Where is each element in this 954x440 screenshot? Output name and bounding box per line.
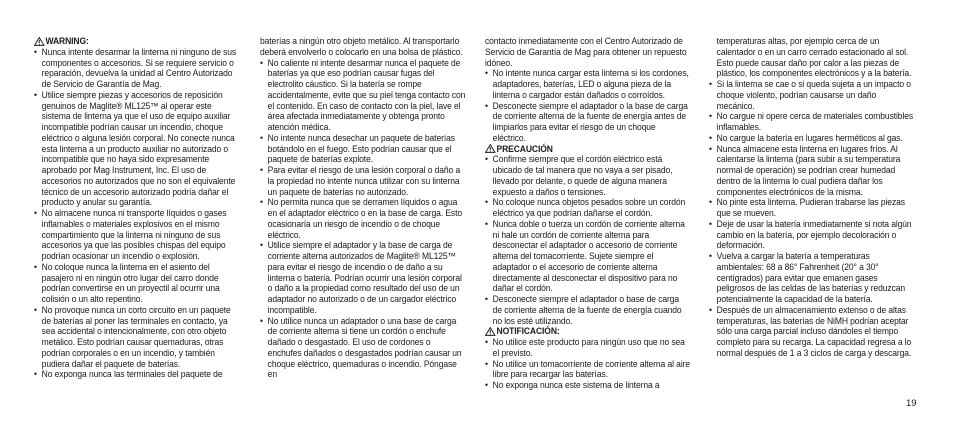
column-2 [260, 36, 465, 380]
list-item: • Utilice siempre piezas y accesorios de reposición genuinos de Maglite® ML125™ al operar este sistema de linterna ya que el uso de equipo auxiliar incompatible podrían causar un incendio, choque eléctrico o alguna lesión corporal. No conecte nunca esta linterna a un producto auxiliar no autorizado o incompatible que no haya sido expresamente aprobado por Mag Instrument, Inc. El uso de accesorios no autorizados que no son el equivalente técnico de un accesorio autorizado podría dañar el producto y anular su garantía. [34, 90, 239, 208]
caution-list [485, 154, 690, 326]
continuation-text: temperaturas altas, por ejemplo cerca de un calentador o en un carro cerrado estacionado al sol. Esto puede causar daño por calor a las piezas de plástico, los componentes electrónicos y a la batería. [716, 36, 912, 79]
list-item: • Nunca doble o tuerza un cordón de corriente alterna ni hale un cordón de corriente alterna para desconectar el adaptador o accesorio de corriente alterna del tomacorriente. Sujete siempre el adaptador o el accesorio de corriente alterna directamente al desconectar el dispositivo para no dañar el cordón. [485, 219, 690, 294]
warning-triangle-icon [485, 144, 496, 153]
column-4 [709, 36, 914, 359]
warning-list [34, 47, 239, 380]
warning-triangle-icon [34, 37, 45, 46]
notice-list-continued [709, 79, 914, 359]
list-item: • No intente nunca desechar un paquete de baterías botándolo en el fuego. Esto podrían causar que el paquete de baterías explote. [260, 133, 465, 165]
list-item: • No exponga nunca este sistema de linterna a [485, 380, 690, 391]
list-item: • No caliente ni intente desarmar nunca el paquete de baterías ya que eso podrían causar fugas del electrolito cáustico. Si la batería se rompe accidentalmente, evite que su piel tenga contacto con el contenido. En caso de contacto con la piel, lave el área afectada inmediatamente y obtenga pronto atención médica. [260, 58, 465, 133]
caution-heading [485, 144, 690, 155]
list-item: • Desconecte siempre el adaptador o la base de carga de corriente alterna de la fuente de energía antes de limpiarlos para evitar el riesgo de un choque eléctrico. [485, 101, 690, 144]
list-item: • Deje de usar la batería inmediatamente si nota algún cambio en la batería, por ejemplo decoloración o deformación. [709, 219, 914, 251]
list-item: • Después de un almacenamiento extenso o de altas temperaturas, las baterías de NiMH podrían aceptar sólo una carga parcial incluso dándoles el tiempo completo para su recarga. La capacidad regresa a lo normal después de 1 a 3 ciclos de carga y descarga. [709, 305, 914, 359]
list-item: • Confirme siempre que el cordón eléctrico está ubicado de tal manera que no vaya a ser pisado, llevado por delante, o quede de alguna manera expuesto a daños o tensiones. [485, 154, 690, 197]
warning-triangle-icon [485, 327, 496, 336]
list-item: • No almacene nunca ni transporte líquidos o gases inflamables o materiales explosivos en el mismo compartimiento que la linterna ni ninguno de sus accesorios ya que las posibles chispas del equipo podrían ocasionar un incendio o explosión. [34, 208, 239, 262]
page-number: 19 [906, 398, 917, 409]
column-1 [34, 36, 239, 380]
list-item: • No coloque nunca la linterna en el asiento del pasajero ni en ningún otro lugar del carro donde podrían convertirse en un proyectil al ocurrir una colisión o un alto repentino. [34, 262, 239, 305]
list-item: • No utilice nunca un adaptador o una base de carga de corriente alterna si tiene un cordón o enchufe dañado o desgastado. El uso de cordones o enchufes dañados o desgastados podrían causar un choque eléctrico, quemaduras o incendio. Póngase en [260, 316, 465, 381]
list-item: • Para evitar el riesgo de una lesión corporal o daño a la propiedad no intente nunca utilizar con su linterna un paquete de baterías no autorizado. [260, 165, 465, 197]
warning-heading-text: WARNING: [45, 36, 89, 46]
list-item: • No pinte esta linterna. Pudieran trabarse las piezas que se mueven. [709, 197, 914, 219]
warning-heading [34, 36, 239, 47]
notice-list [485, 337, 690, 391]
list-item: • Utilice siempre el adaptador y la base de carga de corriente alterna autorizados de Maglite® ML125™ para evitar el riesgo de incendio o de daño a su linterna o batería. Podrían ocurrir una lesión corporal o daño a la propiedad como resultado del uso de un adaptador no autorizado o de un cargador eléctrico incompatible. [260, 240, 465, 315]
column-3 [485, 36, 690, 391]
list-item: • No coloque nunca objetos pesados sobre un cordón eléctrico ya que podrían dañarse el cordón. [485, 197, 690, 219]
notice-heading [485, 326, 690, 337]
caution-heading-text: PRECAUCIÓN [496, 143, 553, 154]
list-item: • Nunca intente desarmar la linterna ni ninguno de sus componentes o accesorios. Si se requiere servicio o reparación, devuelva la unidad al Centro Autorizado de Servicio de Garantía de Mag. [34, 47, 239, 90]
list-item: • No permita nunca que se derramen líquidos o agua en el adaptador eléctrico o en la base de carga. Esto ocasionaría un riesgo de incendio o de choque eléctrico. [260, 197, 465, 240]
warning-list-continued [260, 58, 465, 381]
list-item: • Desconecte siempre el adaptador o base de carga de corriente alterna de la fuente de energía cuando no los esté utilizando. [485, 294, 690, 326]
warning-list-end [485, 68, 690, 143]
list-item: • Nunca almacene esta linterna en lugares fríos. Al calentarse la linterna (para subir a su temperatura normal de operación) se podrían crear humedad dentro de la linterna lo cual pudiera dañar los componentes electrónicos de la misma. [709, 144, 914, 198]
list-item: • No exponga nunca las terminales del paquete de [34, 369, 239, 380]
list-item: • Si la linterna se cae o si queda sujeta a un impacto o choque violento, podrían causarse un daño mecánico. [709, 79, 914, 111]
list-item: • Vuelva a cargar la batería a temperaturas ambientales: 68 a 86° Fahrenheit (20° a 30° centígrados) para evitar que emanen gases peligrosos de las celdas de las baterías y reduzcan potencialmente la capacidad de la batería. [709, 251, 914, 305]
continuation-text: contacto inmediatamente con el Centro Autorizado de Servicio de Garantía de Mag para obtener un repuesto idóneo. [485, 36, 687, 68]
notice-heading-text: NOTIFICACIÓN: [496, 326, 560, 337]
list-item: • No cargue ni opere cerca de materiales combustibles inflamables. [709, 111, 914, 133]
continuation-text: baterías a ningún otro objeto metálico. Al transportarlo deberá envolverlo o colocarlo en una bolsa de plástico. [260, 36, 463, 57]
list-item: • No utilice este producto para ningún uso que no sea el previsto. [485, 337, 690, 359]
list-item: • No provoque nunca un corto circuito en un paquete de baterías al poner las terminales en contacto, ya sea accidental o intencionalmente, con otro objeto metálico. Esto podrían causar quemaduras, otras podrían corporales o en un incendio, y también pudiera dañar el paquete de baterías. [34, 305, 239, 370]
list-item: • No intente nunca cargar esta linterna si los cordones, adaptadores, baterías, LED o alguna pieza de la linterna o cargador están dañados o corroídos. [485, 68, 690, 100]
list-item: • No cargue la batería en lugares herméticos al gas. [709, 133, 914, 144]
list-item: • No utilice un tomacorriente de corriente alterna al aire libre para recargar las baterías. [485, 359, 690, 381]
